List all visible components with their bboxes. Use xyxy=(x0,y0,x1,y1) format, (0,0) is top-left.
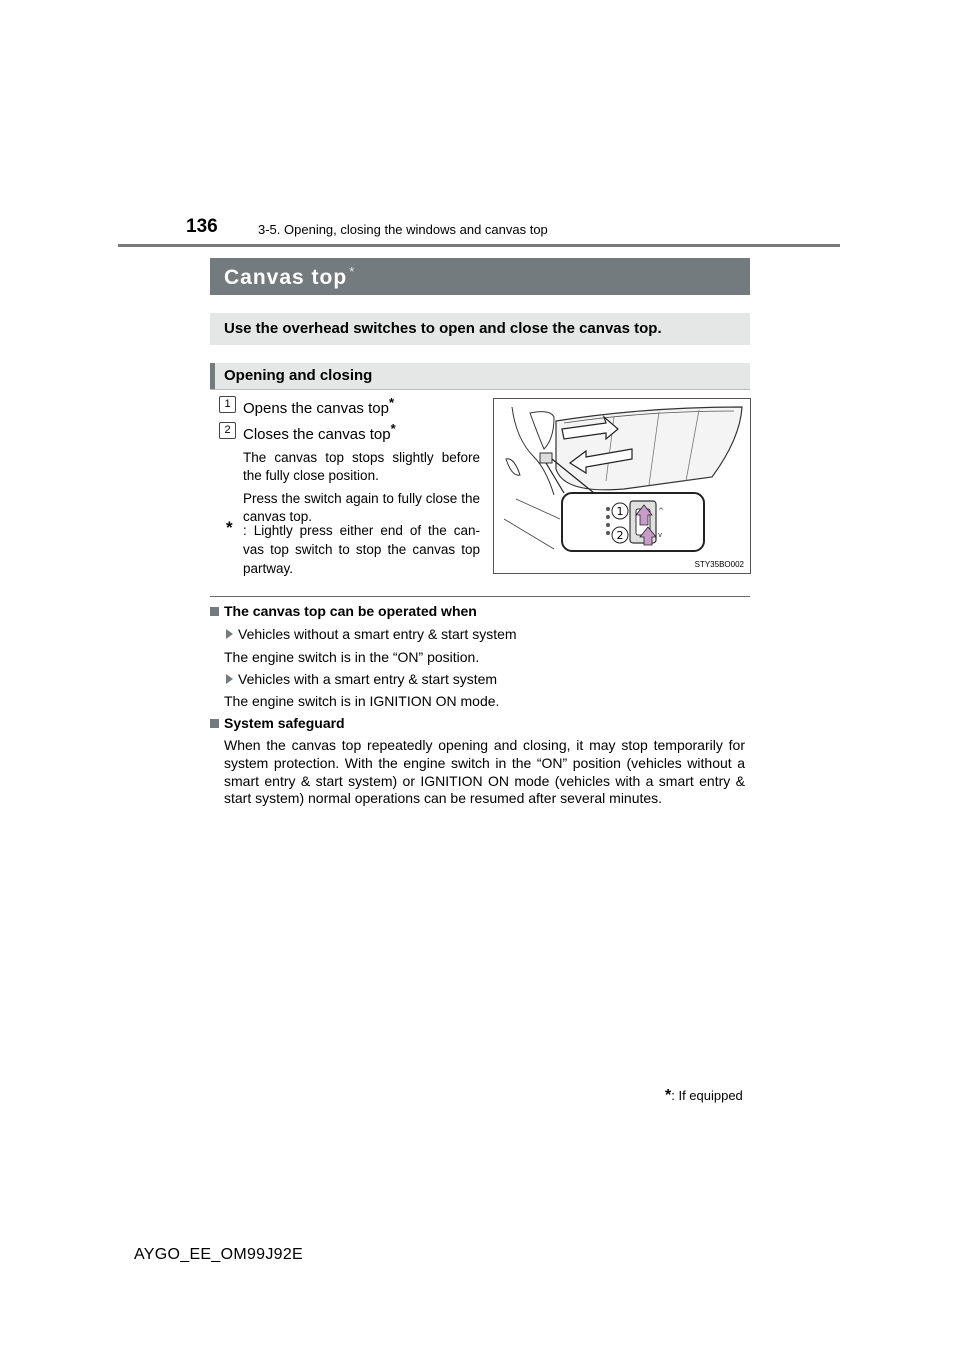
safeguard-text: When the canvas top repeatedly opening and closing, it may stop temporarily for system protection. With the engine switch in the “ON” position (vehicles without a smart entry & start system) or IGNITION ON mode (vehicles with a smart entry & start system) normal operations can be resumed after several minutes. xyxy=(224,737,745,807)
intro-box xyxy=(210,313,750,345)
page-title-text: Canvas top xyxy=(224,266,348,289)
page-number: 136 xyxy=(186,216,218,237)
safeguard-heading xyxy=(210,715,345,731)
triangle-bullet-icon xyxy=(226,629,233,639)
square-bullet-icon xyxy=(210,607,219,616)
if-equipped-note xyxy=(665,1087,743,1105)
svg-text:^: ^ xyxy=(658,507,664,515)
callout-2: 2 xyxy=(616,529,624,542)
overhead-switch-illustration xyxy=(494,399,750,573)
title-star: * xyxy=(349,264,356,279)
note-stops-before-close: The canvas top stops slightly before the fully close position. xyxy=(243,450,480,483)
page-title xyxy=(224,264,355,290)
figure-code: STY35BO002 xyxy=(694,560,744,569)
safeguard-heading-text: System safeguard xyxy=(224,715,345,731)
chapter-title: 3-5. Opening, closing the windows and canvas top xyxy=(258,222,548,237)
square-bullet-icon xyxy=(210,719,219,728)
sub-with-smart-entry-text: Vehicles with a smart entry & start system xyxy=(238,671,498,687)
item-2 xyxy=(243,421,396,443)
section-heading: Opening and closing xyxy=(224,367,373,384)
operated-when-heading xyxy=(210,603,477,619)
item-1-star: * xyxy=(388,395,394,410)
svg-text:v: v xyxy=(658,531,663,539)
sub-without-smart-entry-text: Vehicles without a smart entry & start system xyxy=(238,626,517,642)
if-equipped-text: : If equipped xyxy=(671,1088,743,1103)
canvas-top-switch-figure xyxy=(493,398,751,574)
item-1 xyxy=(243,395,394,417)
footer-code: AYGO_EE_OM99J92E xyxy=(134,1246,304,1263)
sub-with-smart-entry xyxy=(226,670,497,688)
header-divider xyxy=(118,244,840,247)
item-number-2: 2 xyxy=(219,422,236,439)
ignition-on-text: The engine switch is in IGNITION ON mode. xyxy=(224,693,500,709)
item-number-1: 1 xyxy=(219,396,236,413)
callout-1: 1 xyxy=(616,505,624,518)
operated-when-heading-text: The canvas top can be operated when xyxy=(224,603,477,619)
intro-text: Use the overhead switches to open and close the canvas top. xyxy=(224,320,662,337)
item-1-label: Opens the canvas top xyxy=(243,400,389,417)
section-heading-accent xyxy=(210,363,215,389)
sub-without-smart-entry xyxy=(226,625,517,643)
section-heading-bar xyxy=(210,363,750,390)
footnote-star: * xyxy=(226,518,233,537)
item-2-label: Closes the canvas top xyxy=(243,426,391,443)
triangle-bullet-icon xyxy=(226,674,233,684)
engine-switch-on-text: The engine switch is in the “ON” position. xyxy=(224,649,480,665)
page-title-bar xyxy=(210,258,750,295)
note-press-again: Press the switch again to fully close the canvas top. xyxy=(243,491,480,524)
if-equipped-star: * xyxy=(665,1087,672,1104)
footnote-text: : Lightly press either end of the can- vas top switch to stop the canvas top partway. xyxy=(243,523,480,576)
item-2-star: * xyxy=(390,421,396,436)
section-divider xyxy=(210,596,750,597)
footnote xyxy=(226,518,480,578)
